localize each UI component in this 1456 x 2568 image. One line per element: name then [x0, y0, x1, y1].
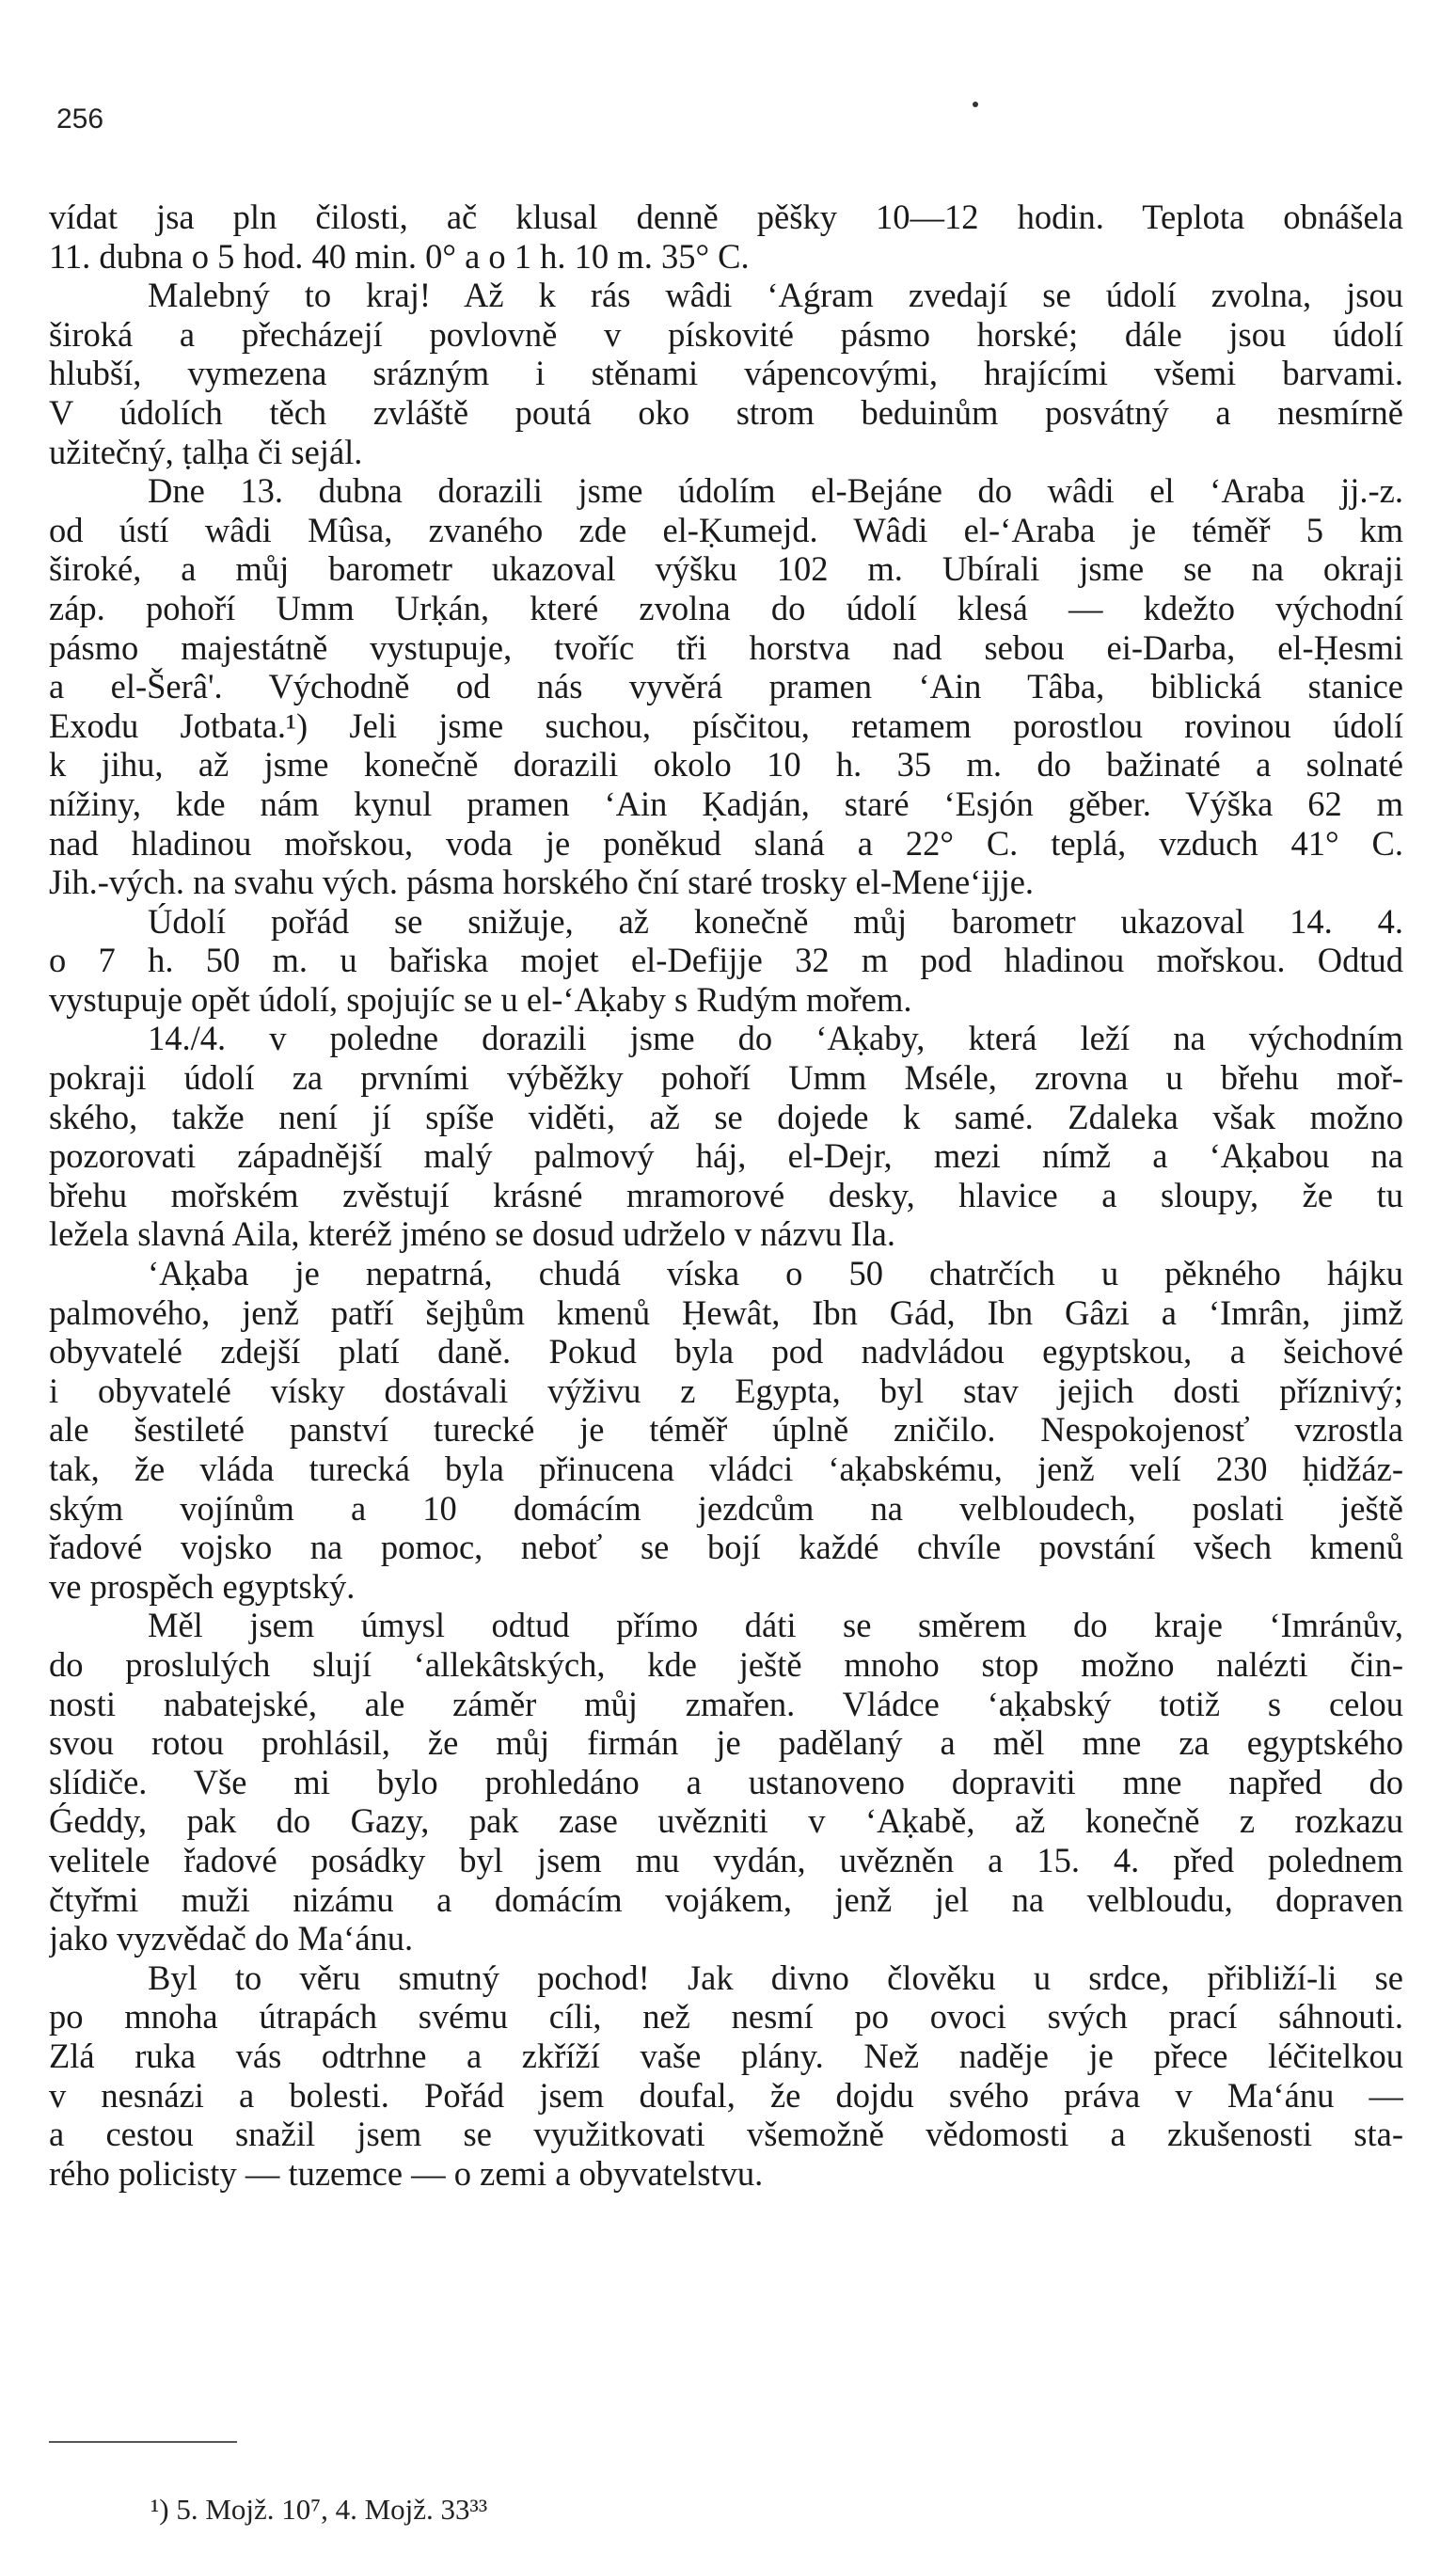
- text-line: ʻAḳaba je nepatrná, chudá víska o 50 chatrčích u pěkného hájku: [148, 1254, 1403, 1293]
- text-line: rého policisty — tuzemce — o zemi a obyvatelstvu.: [49, 2153, 764, 2193]
- text-line: svou rotou prohlásil, že můj firmán je padělaný a měl mne za egyptského: [49, 1723, 1403, 1763]
- body-text: [49, 198, 1403, 2193]
- text-line: břehu mořském zvěstují krásné mramorové desky, hlavice a sloupy, že tu: [49, 1175, 1403, 1214]
- text-line: i obyvatelé vísky dostávali výživu z Egypta, byl stav jejich dosti příznivý;: [49, 1371, 1403, 1410]
- text-line: a cestou snažil jsem se využitkovati všemožně vědomosti a zkušenosti sta-: [49, 2115, 1403, 2154]
- page-number: 256: [56, 103, 104, 135]
- text-line: Ǵeddy, pak do Gazy, pak zase uvězniti v ʻAḳabě, až konečně z rozkazu: [49, 1801, 1403, 1841]
- text-line: o 7 h. 50 m. u bařiska mojet el-Defijje 32 m pod hladinou mořskou. Odtud: [49, 941, 1403, 980]
- text-line: záp. pohoří Umm Urḳán, které zvolna do údolí klesá — kdežto východní: [49, 588, 1403, 627]
- text-line: velitele řadové posádky byl jsem mu vydán, uvězněn a 15. 4. před polednem: [49, 1840, 1403, 1879]
- text-line: Jih.-vých. na svahu vých. pásma horského ční staré trosky el-Meneʻijje.: [49, 863, 1035, 902]
- text-line: do proslulých slují ʻallekâtských, kde ještě mnoho stop možno nalézti čin-: [49, 1644, 1403, 1684]
- text-line: obyvatelé zdejší platí daně. Pokud byla pod nadvládou egyptskou, a šeichové: [49, 1332, 1403, 1371]
- text-line: palmového, jenž patří šejḫům kmenů Ḥewât, Ibn Gád, Ibn Gâzi a ʻImrân, jimž: [49, 1292, 1403, 1332]
- text-line: ležela slavná Aila, kteréž jméno se dosud udrželo v názvu Ila.: [49, 1214, 895, 1254]
- text-line: 14./4. v poledne dorazili jsme do ʻAḳaby, která leží na východním: [148, 1019, 1403, 1058]
- text-line: nosti nabatejské, ale záměr můj zmařen. Vládce ʻaḳabský totiž s celou: [49, 1684, 1403, 1723]
- text-line: 11. dubna o 5 hod. 40 min. 0° a o 1 h. 10 m. 35° C.: [49, 236, 750, 276]
- text-line: čtyřmi muži nizámu a domácím vojákem, jenž jel na velbloudu, dopraven: [49, 1879, 1403, 1919]
- text-line: V údolích těch zvláště poutá oko strom beduinům posvátný a nesmírně: [49, 392, 1403, 432]
- text-line: pokraji údolí za prvními výběžky pohoří Umm Mséle, zrovna u břehu moř-: [49, 1058, 1403, 1098]
- text-line: široké, a můj barometr ukazoval výšku 102 m. Ubírali jsme se na okraji: [49, 549, 1403, 589]
- text-line: Malebný to kraj! Až k rás wâdi ʻAǵram zvedají se údolí zvolna, jsou: [148, 276, 1403, 315]
- text-line: nad hladinou mořskou, voda je poněkud slaná a 22° C. teplá, vzduch 41° C.: [49, 823, 1403, 863]
- text-line: k jihu, až jsme konečně dorazili okolo 10 h. 35 m. do bažinaté a solnaté: [49, 745, 1403, 785]
- text-line: pozorovati západnější malý palmový háj, el-Dejr, mezi nímž a ʻAḳabou na: [49, 1136, 1403, 1176]
- text-line: vystupuje opět údolí, spojujíc se u el-ʻAḳaby s Rudým mořem.: [49, 979, 912, 1019]
- text-line: po mnoha útrapách svému cíli, než nesmí po ovoci svých prací sáhnouti.: [49, 1997, 1403, 2037]
- text-line: Měl jsem úmysl odtud přímo dáti se směrem do kraje ʻImránův,: [148, 1606, 1403, 1645]
- text-line: ale šestileté panství turecké je téměř úplně zničilo. Nespokojenosť vzrostla: [49, 1410, 1403, 1450]
- text-line: v nesnázi a bolesti. Pořád jsem doufal, že dojdu svého práva v Maʻánu —: [49, 2075, 1403, 2115]
- text-line: nížiny, kde nám kynul pramen ʻAin Ḳadján, staré ʻEsjón gěber. Výška 62 m: [49, 784, 1403, 823]
- text-line: užitečný, ṭalḥa či sejál.: [49, 432, 363, 471]
- print-dot-mark: [973, 102, 978, 107]
- text-line: jako vyzvědač do Maʻánu.: [49, 1919, 414, 1958]
- footnote: ¹) 5. Mojž. 10⁷, 4. Mojž. 33³³: [150, 2493, 488, 2526]
- text-line: Exodu Jotbata.¹) Jeli jsme suchou, písčitou, retamem porostlou rovinou údolí: [49, 705, 1403, 745]
- text-line: a el-Šerâ'. Východně od nás vyvěrá pramen ʻAin Tâba, biblická stanice: [49, 667, 1403, 706]
- text-line: vídat jsa pln čilosti, ač klusal denně pěšky 10—12 hodin. Teplota obnášela: [49, 198, 1403, 236]
- text-line: od ústí wâdi Mûsa, zvaného zde el-Ḳumejd. Wâdi el-ʻAraba je téměř 5 km: [49, 510, 1403, 549]
- text-line: tak, že vláda turecká byla přinucena vládci ʻaḳabskému, jenž velí 230 ḥidžáz-: [49, 1450, 1403, 1488]
- text-line: Byl to věru smutný pochod! Jak divno člověku u srdce, přibliží-li se: [148, 1958, 1403, 1997]
- text-line: široká a přecházejí povlovně v pískovité pásmo horské; dále jsou údolí: [49, 314, 1403, 354]
- text-line: Dne 13. dubna dorazili jsme údolím el-Bejáne do wâdi el ʻAraba jj.-z.: [148, 471, 1403, 511]
- text-line: Údolí pořád se snižuje, až konečně můj barometr ukazoval 14. 4.: [148, 901, 1403, 941]
- text-line: ským vojínům a 10 domácím jezdcům na velbloudech, poslati ještě: [49, 1488, 1403, 1528]
- text-line: ského, takže není jí spíše viděti, až se dojede k samé. Zdaleka však možno: [49, 1097, 1403, 1136]
- text-line: řadové vojsko na pomoc, neboť se bojí každé chvíle povstání všech kmenů: [49, 1528, 1403, 1567]
- text-line: Zlá ruka vás odtrhne a zkříží vaše plány. Než naděje je přece léčitelkou: [49, 2036, 1403, 2075]
- text-line: slídiče. Vše mi bylo prohledáno a ustanoveno dopraviti mne napřed do: [49, 1762, 1403, 1801]
- footnote-divider: [49, 2441, 237, 2443]
- text-line: hlubší, vymezena srázným i stěnami vápencovými, hrajícími všemi barvami.: [49, 354, 1403, 393]
- text-line: pásmo majestátně vystupuje, tvoříc tři horstva nad sebou ei-Darba, el-Ḥesmi: [49, 627, 1403, 667]
- text-line: ve prospěch egyptský.: [49, 1566, 356, 1606]
